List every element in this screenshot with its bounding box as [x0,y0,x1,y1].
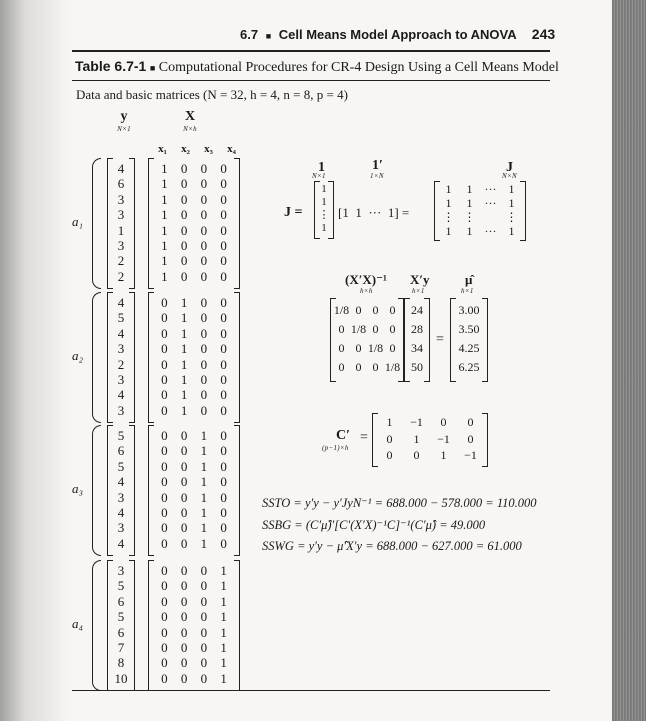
j-entry: ⋮ [463,210,476,224]
inverse-entry: 0 [355,303,362,317]
inverse-entry: 0 [338,360,345,374]
y-vector-block [107,292,135,421]
j-matrix-label: J [506,160,513,175]
xy-entry: 24 [411,303,423,317]
x-matrix-block [148,560,240,689]
x-row: 0 0 0 1 [161,655,227,671]
j-entry: 1 [466,196,473,210]
y-vector-label: y [120,109,128,124]
chapter-title: Cell Means Model Approach to ANOVA [278,27,517,42]
x-row: 1 0 0 0 [161,176,227,192]
x-col-header: x₃ [204,143,213,155]
ssbg-formula: SSBG = (C′μ̂)′[C′(X′X)⁻¹C]⁻¹(C′μ̂) = 49.000 [262,518,486,532]
caption-text: Computational Procedures for CR-4 Design Using a Cell Means Model [158,60,559,75]
j-entry: 1 [466,224,473,238]
scan-binding-right [612,0,646,721]
x-row: 0 0 0 1 [161,578,227,594]
x-col-header: x₄ [227,143,236,155]
x-row: 0 0 0 1 [161,593,227,609]
c-entry: 1 [440,448,447,462]
ones-row-vector: [1 1 ··· 1] = [338,205,410,220]
c-entry: 0 [467,415,474,429]
c-entry: 1 [386,415,393,429]
x-row: 0 1 0 0 [161,402,227,418]
y-value: 1 [117,222,125,238]
j-entry: 1 [445,182,452,196]
j-entry: ··· [484,182,497,196]
section-number: 6.7 [240,27,259,42]
sswg-formula: SSWG = y′y − μ̂′X′y = 688.000 − 627.000 = 61.000 [262,539,522,553]
ones-entry: 1 [321,183,327,195]
x-row: 0 0 0 1 [161,670,227,686]
mu-hat-entry: 6.25 [458,360,480,374]
c-entry: −1 [437,431,450,446]
j-entry: 1 [508,196,515,210]
ones-entry: ⋮ [318,209,330,221]
group-label: a₃ [72,480,84,496]
mu-hat-entry: 3.00 [458,303,480,317]
y-value: 3 [117,207,125,223]
y-value: 7 [117,639,125,655]
j-entry: 1 [508,224,515,238]
inverse-equals: = [436,332,444,347]
inverse-entry: 1/8 [350,322,367,336]
group-label: a₁ [72,213,84,229]
j-entry: ⋮ [442,210,455,224]
y-value: 4 [117,161,125,176]
x-row: 0 0 0 1 [161,639,227,655]
y-value: 3 [117,191,125,207]
y-value: 6 [117,593,125,609]
j-entry: ··· [484,196,497,210]
y-vector-block [107,158,135,287]
y-value: 3 [117,237,125,253]
mu-hat-vector [450,298,488,380]
y-value: 3 [117,563,125,578]
c-entry: 1 [413,431,420,446]
c-entry: 0 [467,431,474,446]
y-value: 3 [117,402,125,418]
x-row: 1 0 0 0 [161,237,227,253]
x-row: 1 0 0 0 [161,253,227,269]
y-vector-dim: N×1 [117,125,131,133]
group-brace [92,292,101,423]
y-value: 3 [117,520,125,536]
xy-entry: 50 [411,360,423,374]
group-label: a₄ [72,615,84,631]
x-row: 0 0 1 0 [161,535,227,551]
table-subtitle: Data and basic matrices (N = 32, h = 4, n = 8, p = 4) [76,87,348,102]
c-entry: 0 [413,448,420,462]
y-value: 6 [117,176,125,192]
xx-inverse-dim: h×h [360,287,373,295]
mu-hat-dim: h×1 [461,287,474,295]
y-value: 3 [117,489,125,505]
y-vector-block [107,425,135,554]
j-matrix-dim: N×N [502,172,517,180]
inverse-entry: 1/8 [367,341,384,355]
x-row: 0 1 0 0 [161,310,227,326]
group-brace [92,425,101,556]
inverse-entry: 1/8 [384,360,401,374]
c-prime-equals: = [360,430,368,445]
inverse-entry: 0 [389,341,396,355]
y-value: 6 [117,624,125,640]
x-row: 0 0 1 0 [161,489,227,505]
y-value: 4 [117,325,125,341]
y-value: 4 [117,295,125,310]
one-transpose-label: 1′ [372,158,383,173]
x-row: 0 0 0 1 [161,624,227,640]
x-matrix-block [148,158,240,287]
j-entry: 1 [508,182,515,196]
mu-hat-entry: 3.50 [458,322,480,336]
x-row: 0 1 0 0 [161,325,227,341]
x-row: 0 1 0 0 [161,341,227,357]
y-value: 8 [117,655,125,671]
x-matrix-block [148,425,240,554]
inverse-entry: 0 [389,322,396,336]
xy-label: X′y [410,272,430,287]
y-value: 4 [117,535,125,551]
inverse-entry: 0 [389,303,396,317]
y-value: 3 [117,341,125,357]
one-vector-label: 1 [318,160,325,175]
xx-inverse-matrix [330,298,404,380]
c-prime-matrix [372,413,488,465]
c-entry: 0 [386,448,393,462]
ssto-formula: SSTO = y′y − y′JyN⁻¹ = 688.000 − 578.000 = 110.000 [262,496,537,510]
one-transpose-dim: 1×N [370,172,384,180]
j-matrix [434,181,526,239]
x-row: 0 0 1 0 [161,458,227,474]
j-entry: ⋮ [505,210,518,224]
header-rule [72,50,550,52]
inverse-entry: 1/8 [333,303,350,317]
group-brace [92,560,101,691]
x-col-header: x₁ [158,143,167,155]
mu-hat-entry: 4.25 [458,341,480,355]
xy-entry: 34 [411,341,423,355]
c-entry: 0 [440,415,447,429]
y-value: 4 [117,387,125,403]
group-label: a₂ [72,347,84,363]
x-row: 0 1 0 0 [161,387,227,403]
x-row: 1 0 0 0 [161,191,227,207]
y-value: 3 [117,371,125,387]
inverse-entry: 0 [372,303,379,317]
j-entry [480,210,501,224]
c-prime-label: C′ [336,428,351,443]
x-row: 1 0 0 0 [161,268,227,284]
y-value: 2 [117,356,125,372]
y-value: 4 [117,504,125,520]
inverse-entry: 0 [355,341,362,355]
table-label: Table 6.7-1 [75,58,147,74]
page-number: 243 [531,26,556,42]
y-value: 5 [117,428,125,443]
caption-bullet: ■ [149,63,156,73]
inverse-entry: 0 [338,322,345,336]
xx-inverse-label: (X′X)⁻¹ [345,272,387,287]
x-row: 0 0 0 1 [161,609,227,625]
y-value: 5 [117,458,125,474]
inverse-entry: 0 [372,322,379,336]
x-row: 0 1 0 0 [161,371,227,387]
xy-dim: h×1 [412,287,425,295]
y-value: 6 [117,443,125,459]
inverse-entry: 0 [372,360,379,374]
group-brace [92,158,101,289]
x-row: 1 0 0 0 [161,207,227,223]
j-entry: 1 [466,182,473,196]
xy-vector [404,298,430,380]
x-column-headers [151,143,243,155]
x-col-header: x₂ [181,143,190,155]
x-row: 1 0 0 0 [161,222,227,238]
inverse-entry: 0 [338,341,345,355]
header-bullet: ■ [265,31,272,41]
y-value: 10 [114,670,128,686]
c-entry: 0 [386,431,393,446]
y-vector-block [107,560,135,689]
y-value: 5 [117,310,125,326]
xy-entry: 28 [411,322,423,336]
x-row: 0 0 1 0 [161,504,227,520]
x-row: 0 0 1 0 [161,428,227,443]
y-value: 5 [117,609,125,625]
scan-shadow-left [0,0,70,721]
j-entry: 1 [445,224,452,238]
table-caption [75,58,559,76]
ones-entry: 1 [321,222,327,234]
c-entry: −1 [410,415,423,429]
inverse-entry: 0 [355,360,362,374]
running-header [240,26,555,42]
x-row: 1 0 0 0 [161,161,227,176]
caption-rule [72,80,550,81]
x-matrix-block [148,292,240,421]
x-matrix-label: X [184,109,196,124]
x-row: 0 1 0 0 [161,356,227,372]
ones-column-vector [314,181,334,237]
one-vector-dim: N×1 [312,172,326,180]
x-row: 0 0 1 0 [161,520,227,536]
x-row: 0 1 0 0 [161,295,227,310]
x-row: 0 0 1 0 [161,474,227,490]
j-entry: 1 [445,196,452,210]
c-prime-dim: (p−1)×h [322,444,349,452]
y-value: 2 [117,253,125,269]
ones-entry: 1 [321,196,327,208]
x-matrix-dim: N×h [183,125,197,133]
x-row: 0 0 1 0 [161,443,227,459]
x-row: 0 0 0 1 [161,563,227,578]
c-entry: −1 [464,448,477,462]
mu-hat-label: μ̂ [465,272,473,287]
j-equation-lhs: J = [284,205,303,220]
footer-rule [72,690,550,691]
j-entry: ··· [484,224,497,238]
y-value: 4 [117,474,125,490]
y-value: 5 [117,578,125,594]
y-value: 2 [117,268,125,284]
